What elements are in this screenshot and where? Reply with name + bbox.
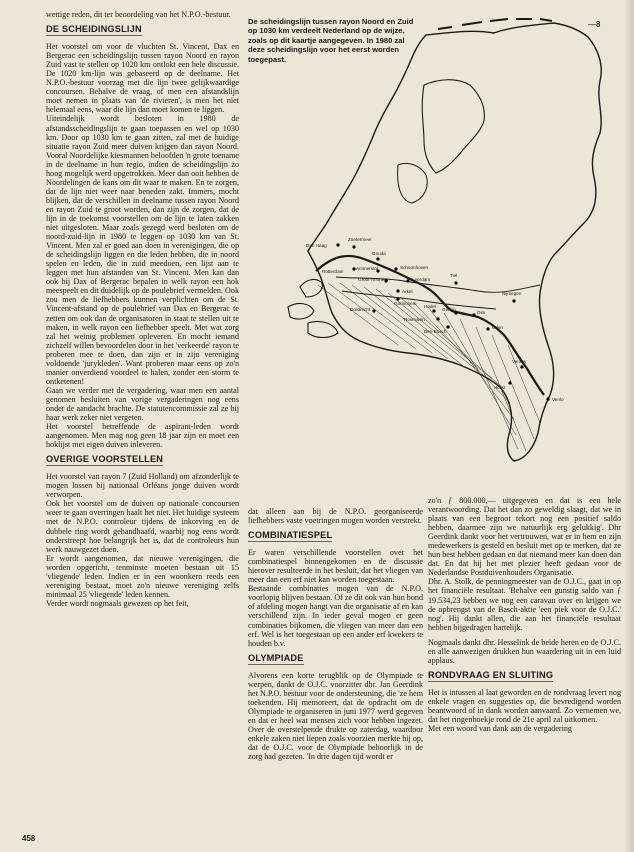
map-label-venray: Venray [512,359,527,364]
heading-overige-voorstellen: OVERIGE VOORSTELLEN [46,455,163,466]
heading-olympiade: OLYMPIADE [248,654,304,665]
map-label-leerdam: Leerdam [412,277,431,282]
paragraph: Alvorens een korte terugblik op de Olympiade te werpen, dankt de O.J.C. voorzitter dhr. Jan Geerdink het N.P.O. bestuur voor de ondersteuning, die 'ze hem toekenden. Hij memoreert, dat de opdracht om de Olympiade te organiseren in juni 1977 werd gegeven en dat er heel wat mensen zich voor hebben ingezet. Over de overstelpende drukte op zaterdag, waardoor enkele zaken niet liepen zoals voorzien merkte hij op, dat de O.J.C. voor de Olympiade behoorlijk in de zorg had gezeten. 'In drie dagen tijd wordt er [248,670,423,762]
paragraph: Het is intussen al laat geworden en de rondvraag levert nog enkele vragen en suggesties op, die bevredigend worden beantwoord of in dank worden aanvaard. Zo vernemen we, dat het ringenboekje rond de 21e april zal uitkomen. [428,687,621,725]
map-svg [248,15,634,495]
paragraph: Het voorstel betreffende de aspirant-leden wordt aangenomen. Men mag nog geen 18 jaar zijn en moet een hoklijst met eigen duiven inleveren. [46,422,239,450]
map-label-venlo: Venlo [552,397,564,402]
column-right [428,496,621,733]
paragraph: Het voorstel van rayon 7 (Zuid Holland) om afzonderlijk te mogen lossen bij nationaal Orléans jonge duiven wordt verworpen. [46,472,239,500]
map-label-uden: Uden [492,325,503,330]
paragraph: Nogmaals dankt dhr. Hesselink de beide heren en de O.J.C. en alle aanwezigen drukken hun waardering uit in een luid applaus. [428,637,621,665]
paragraph: Met een woord van dank aan de vergadering [428,724,572,734]
map-label-tiel: Tiel [450,273,458,278]
map-label-geffen: Geffen [442,307,456,312]
map-label-zoetermeer: Zoetermeer [348,237,372,242]
paragraph: Er waren verschillende voorstellen over het combinatiespel binnengekomen en de discussie hierover resulteerde in het besluit, dat het vliegen van meer dan een erf niet kan worden toegestaan. [248,548,423,585]
map-label-dordrecht: Dordrecht [350,307,371,312]
city-markers [306,237,564,402]
heading-rondvraag: RONDVRAAG EN SLUITING [428,671,553,682]
intro-text: wettige reden, dit ter beoordeling van het N.P.O.-bestuur. [46,10,231,19]
map-label-groot-ammers: Groot-Ammers [358,277,389,282]
map-label-nijmegen: Nijmegen [502,291,522,296]
paragraph: Gaan we verder met de vergadering, waar men een aantal genomen besluiten van vorige vergaderingen nog eens onder de aandacht brachte. De statutencommissie zal ze bij haar werk zeker niet vergeten. [46,385,239,423]
scan-edge-shadow [624,0,634,852]
paragraph: Dhr. A. Stolk, de penningmeester van de O.J.C., gaat in op het financiële resultaat. 'Behalve een gunstig saldo van ƒ 19.534,23 hebben we nog een caravan over en krijgen we de opbrengst van de Basch-aktie 'een piek voor de O.J.C.' nog'. Hij dankt allen, die aan het financiële resultaat hebben bijgedragen hartelijk. [428,577,621,632]
map-caption: De scheidingslijn tussen rayon Noord en Zuid op 1030 km verdeelt Nederland op de wijze, zoals op dit kaartje aangegeven. In 1980 zal deze scheidingslijn voor het eerst worden toegepast. [248,17,414,64]
map-label-ammerstol: Ammerstol [356,266,378,271]
paragraph: Ook het voorstel om de duiven op nationale concoursen weer te gaan overringen haalt het niet. Het huidige systeem met de N.P.O. controleur tijdens de inkorving en de dubbele ring wordt gehandhaafd, waarbij nog eens wordt onderstreept hoe belangrijk het is, dat de controleurs hun werk nauwgezet doen. [46,499,239,554]
map-label-horst: Horst [494,385,505,390]
map-label-oss: Oss [477,310,486,315]
heading-combinatiespel: COMBINATIESPEL [248,531,332,542]
intro-text: dat alleen aan bij de N.P.O. georganiseerde liefhebbers vaste voetringen mogen worden verstrekt. [248,507,423,526]
heading-scheidingslijn: DE SCHEIDINGSLIJN [46,25,142,36]
map-label-hedel: Hedel [424,304,437,309]
map-label-gouda: Gouda [372,251,386,256]
paragraph: Bestaande combinaties mogen van de N.P.O. voorlopig blijven bestaan. Of ze dit ook van hun bond of afdeling mogen hangt van die organisatie af en kan verschillend zijn. In ieder geval mogen er geen combinaties bijkomen, die vliegen van meer dan een erf. Wel is het toegestaan op een ander erf kwekers te houden b.v. [248,584,423,648]
map-label-arkel: Arkel [402,289,413,294]
country-outline [308,23,601,461]
paragraph: zo'n ƒ 800.000,— uitgegeven en dat is een hele verantwoording. Dat het dan zo geweldig slaagt, dat we in plaats van een begroot tekort nog een positief saldo hebben, daarmee zijn we natuurlijk erg gelukkig'. Dhr Geerdink dankt voor het vertrouwen, wat er in hem en zijn medewerkers is gesteld en besluit met op te merken, dat ze hun best hebben gedaan en dat niemand meer kan doen dan dat. En dat hij het met plezier heeft gedaan voor de Nederlandse Postduivenhouders Organisatie. [428,496,621,578]
map-label-schoonhoven: Schoonhoven [400,265,429,270]
map-label-den-bosch: Den Bosch [424,329,447,334]
corner-mark: —8 [588,20,601,29]
paragraph: Uiteindelijk wordt besloten in 1980 de afstandsscheidingslijn te gaan toepassen en wel op 1030 km. Door op 1030 km te gaan zitten, zal met de huidige situatie rayon Zuid meer duiven krijgen dan rayon Noord. Vooral Noordelijke kiesmannen beloofden 'n grote toename in de deelname in hun regio, indien de scheidingslijn zo hoog mogelijk werd opgetrokken. Meer dan ooit hebben de Noordelingen de kans om dit waar te maken. En te zorgen, dat de lijn niet weer naar beneden zakt. Immers, mocht blijken, dat de verschillen in deelname tussen rayon Noord en rayon Zuid te groot worden, dan zijn de zorgen, dat de lijn in de toekomst voorstellen om de lijn te laten zakken niet uitgesloten. Maar zoals gezegd werd besloten om de noord-zuid-lijn in 1980 te leggen op 1030 km van St. Vincent. Men zal er goed aan doen in verenigingen, die op de scheidingslijn liggen en die leden hebben, die in noord spelen en leden, die in zuid meedoen, een lijst aan te leggen met hun afstanden van St. Vincent. Men kan dan ook bij Dax of Bergerac bepalen in welk rayon een hok meespeelt en dit duidelijk op de poulebrief vermelden. Ook zou men de liefhebbers kunnen verplichten om de St. Vincent-afstand op de poulebrief van Dax en Bergerac te zetten om ook dan de organisatoren in staat te stellen uit te maken, in welk rayon een liefhebber speelt. Met wat zorg zal het weinig problemen opleveren. En mocht iemand zichzelf willen bevoordelen door in het 'verkeerde' rayon te proberen mee te doen, dan zijn er in zijn vereniging voldoende 'jurykleden'. Want proberen maar eens op zo'n manier onverdiend voordeel te halen, zonder een storm te ontketenen! [46,114,239,386]
map-label-den-haag: Den Haag [306,243,327,248]
markermeer-outline [398,163,428,203]
page-number: 458 [22,834,36,843]
map-label-rotterdam: Rotterdam [322,269,344,274]
paragraph: Er wordt aangenomen, dat nieuwe verenigingen, die worden opgericht, tenminste moeten bestaan uit 15 'vliegende' leden. Indien er in een woonkern reeds een vereniging bestaat, moet zo'n nieuwe vereniging zelfs minimaal 25 'vliegende' leden kennen. [46,553,239,599]
map-label-gorinchem: Gorinchem [394,301,417,306]
netherlands-map [248,15,634,495]
ijsselmeer-outline [422,80,484,173]
column-left [46,10,239,608]
map-label-rosmalen: Rosmalen [404,317,425,322]
wadden-islands [438,19,552,29]
paragraph: Verder wordt nogmaals gewezen op het feit, [46,598,189,608]
paragraph: Het voorstel om voor de vluchten St. Vincent, Dax en Bergerac een scheidingslijn tussen rayon Noord en rayon Zuid vast te stellen op 1020 km ontlokt een hele discussie. De 1020 km-lijn was gebaseerd op de deelname. Het N.P.O.-bestuur voorzag met die lijn twee gelijkwaardige concoursen. Behalve de vraag, of men een afstandslijn moet nemen in plaats van 'de rivieren', is men het niet helemaal eens, waar die lijn dan moet komen te liggen. [46,42,239,115]
column-middle [248,507,423,761]
